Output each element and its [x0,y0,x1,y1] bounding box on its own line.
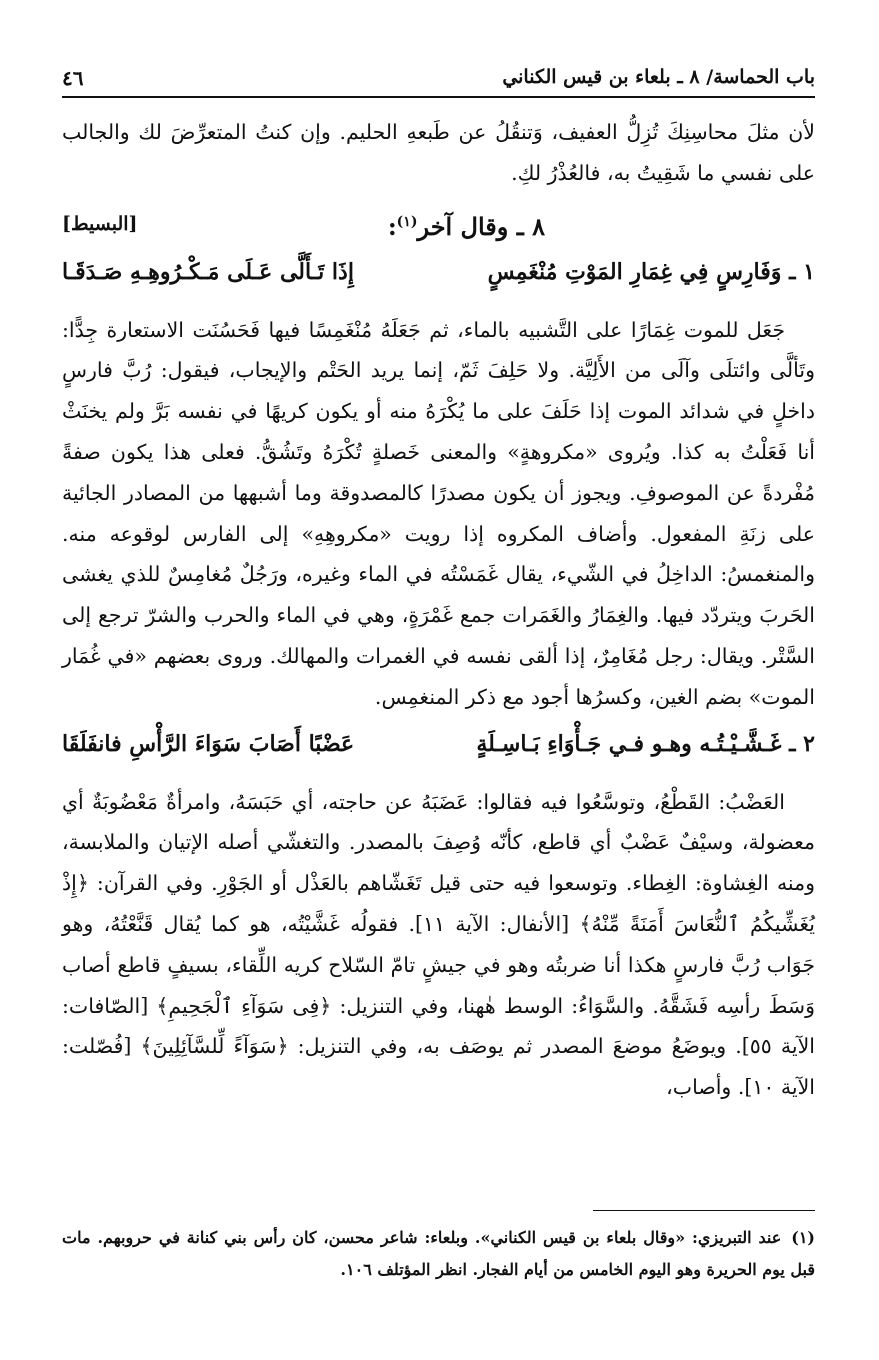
commentary-paragraph: جَعَل للموت غِمَارًا على التَّشبيه بالماء، ثم جَعَلَهُ مُنْغَمِسًا فيها فَحَسُنَت الاستعارة جِدًّا: وتَألَّى وائتلَى وآلَى من الأَلِيَّة. ولا حَلِفَ ثَمّ، إنما يريد الحَتْم والإيجاب، فيقول: رُبَّ فارسٍ داخلٍ في شدائد الموت إذا حَلَفَ على ما يُكْرَهُ منه أو يكون كريهًا في نفسه بَرَّ ولم يخنَثْ أنا فَعَلْتُ به كذا. ويُروى «مكروهةٍ» والمعنى خَصلةٍ تُكْرَهُ وتَشُقُّ. فعلى هذا يكون صفةً مُفْردةً عن الموصوفِ. ويجوز أن يكون مصدرًا كالمصدوقة وما أشبهها من المصادر الجائية على زنَةِ المفعول. وأضاف المكروه إذا رويت «مكروهِهِ» إلى الفارس لوقوعه منه. والمنغمسُ: الداخِلُ في الشّيء، يقال غَمَسْتُه في الماء وغيره، ورَجُلٌ مُغامِسٌ للذي يغشى الحَربَ ويتردّد فيها. والغِمَارُ والغَمَرات جمع غَمْرَةٍ، وهي في الماء والحرب والشرّ ترجع إلى السَّتْر. ويقال: رجل مُغَامِرٌ، إذا ألقى نفسه في الغمرات والمهالك. وروى بعضهم «في غُمَار الموت» بضم الغين، وكسرُها أجود مع ذكر المنغمِس. [62,317,815,709]
section-title-text: ٨ ـ وقال آخر [417,211,545,241]
section-colon: : [387,211,397,241]
main-text [62,112,815,1108]
verse-number: ٢ ـ [789,730,815,757]
verse-first-hemistich [476,724,815,765]
footnote-number: (١) [791,1228,815,1247]
intro-paragraph: لأن مثلَ محاسِنِكَ تُزِلُّ العفيف، وَتنقُلُ عن طَبعهِ الحليم. وإن كنتُ المتعرِّضَ لك والجالب على نفسي ما شَقِيتُ به، فالعُذْرُ لكِ. [62,120,815,185]
page-number: ٤٦ [62,66,84,90]
verse-line [62,724,815,772]
footnote-paragraph [62,1222,815,1286]
chapter-title: باب الحماسة/ ٨ ـ بلعاء بن قيس الكناني [502,66,815,88]
section-heading [62,202,815,248]
hemistich-text: وَفَارِسٍ فِي غِمَارِ المَوْتِ مُنْغَمِسٍ [487,258,782,285]
hemistich-text: غَـشَّـيْـتُـه وهـو فـي جَـأْوَاءِ بَـاسِـلَةٍ [476,730,782,757]
footnote [62,1222,815,1286]
running-header [62,60,815,98]
poetic-meter: [البسيط] [62,212,138,235]
section-title [388,202,545,248]
commentary-paragraph: العَضْبُ: القَطْعُ، وتوسَّعُوا فيه فقالوا: عَضَبَهُ عن حاجته، أي حَبَسَهُ، وامرأةٌ مَعْضُوبَةٌ أي معضولة، وسيْفٌ عَضْبٌ أي قاطع، كأنّه وُصِفَ بالمصدر. والتغشّي أصله الإتيان والملابسة، ومنه الغِشاوة: الغِطاء. وتوسعوا فيه حتى قيل تَغَشّاهم بالعَذْل أو الجَوْرِ. وفي القرآن: ﴿إِذْ يُغَشِّيكُمُ ٱلنُّعَاسَ أَمَنَةً مِّنْهُ﴾ [الأنفال: الآية ١١]. فقولُه غَشَّيْتُه، هو كما يُقال قَنَّعْتُهُ، وهو جَوَاب رُبَّ فارسٍ هكذا أنا ضربتُه وهو في جيشٍ تامّ السّلاح كريه اللِّقاء، بسيفٍ قاطع أصاب وَسَطَ رأسِه فَشَقَّهُ. والسَّوَاءُ: الوسط هٰهنا، وفي التنزيل: ﴿فِى سَوَآءِ ٱلْجَحِيمِ﴾ [الصّافات: الآية ٥٥]. ويوضَعُ موضعَ المصدر ثم يوصَف به، وفي التنزيل: ﴿سَوَآءً لِّلسَّآئِلِينَ﴾ [فُصّلت: الآية ١٠]. وأصاب، [62,789,815,1100]
verse-number: ١ ـ [789,258,815,285]
footnote-text: عند التبريزي: «وقال بلعاء بن قيس الكناني». وبلعاء: شاعر محسن، كان رأس بني كنانة في حروبهم. مات قبل يوم الحريرة وهو اليوم الخامس من أيام الفجار. انظر المؤتلف ١٠٦. [62,1228,815,1279]
footnote-divider [593,1210,815,1211]
verse-first-hemistich [488,252,815,293]
verse-line [62,252,815,300]
verse-second-hemistich: إِذَا تَـأَلَّى عَـلَى مَـكْـرُوهِـهِ صَـدَقَـا [62,258,354,285]
verse-second-hemistich: عَضْبًا أَصَابَ سَوَاءَ الرَّأْسِ فانفَلَقَا [62,730,355,757]
footnote-marker: (١) [396,213,418,230]
